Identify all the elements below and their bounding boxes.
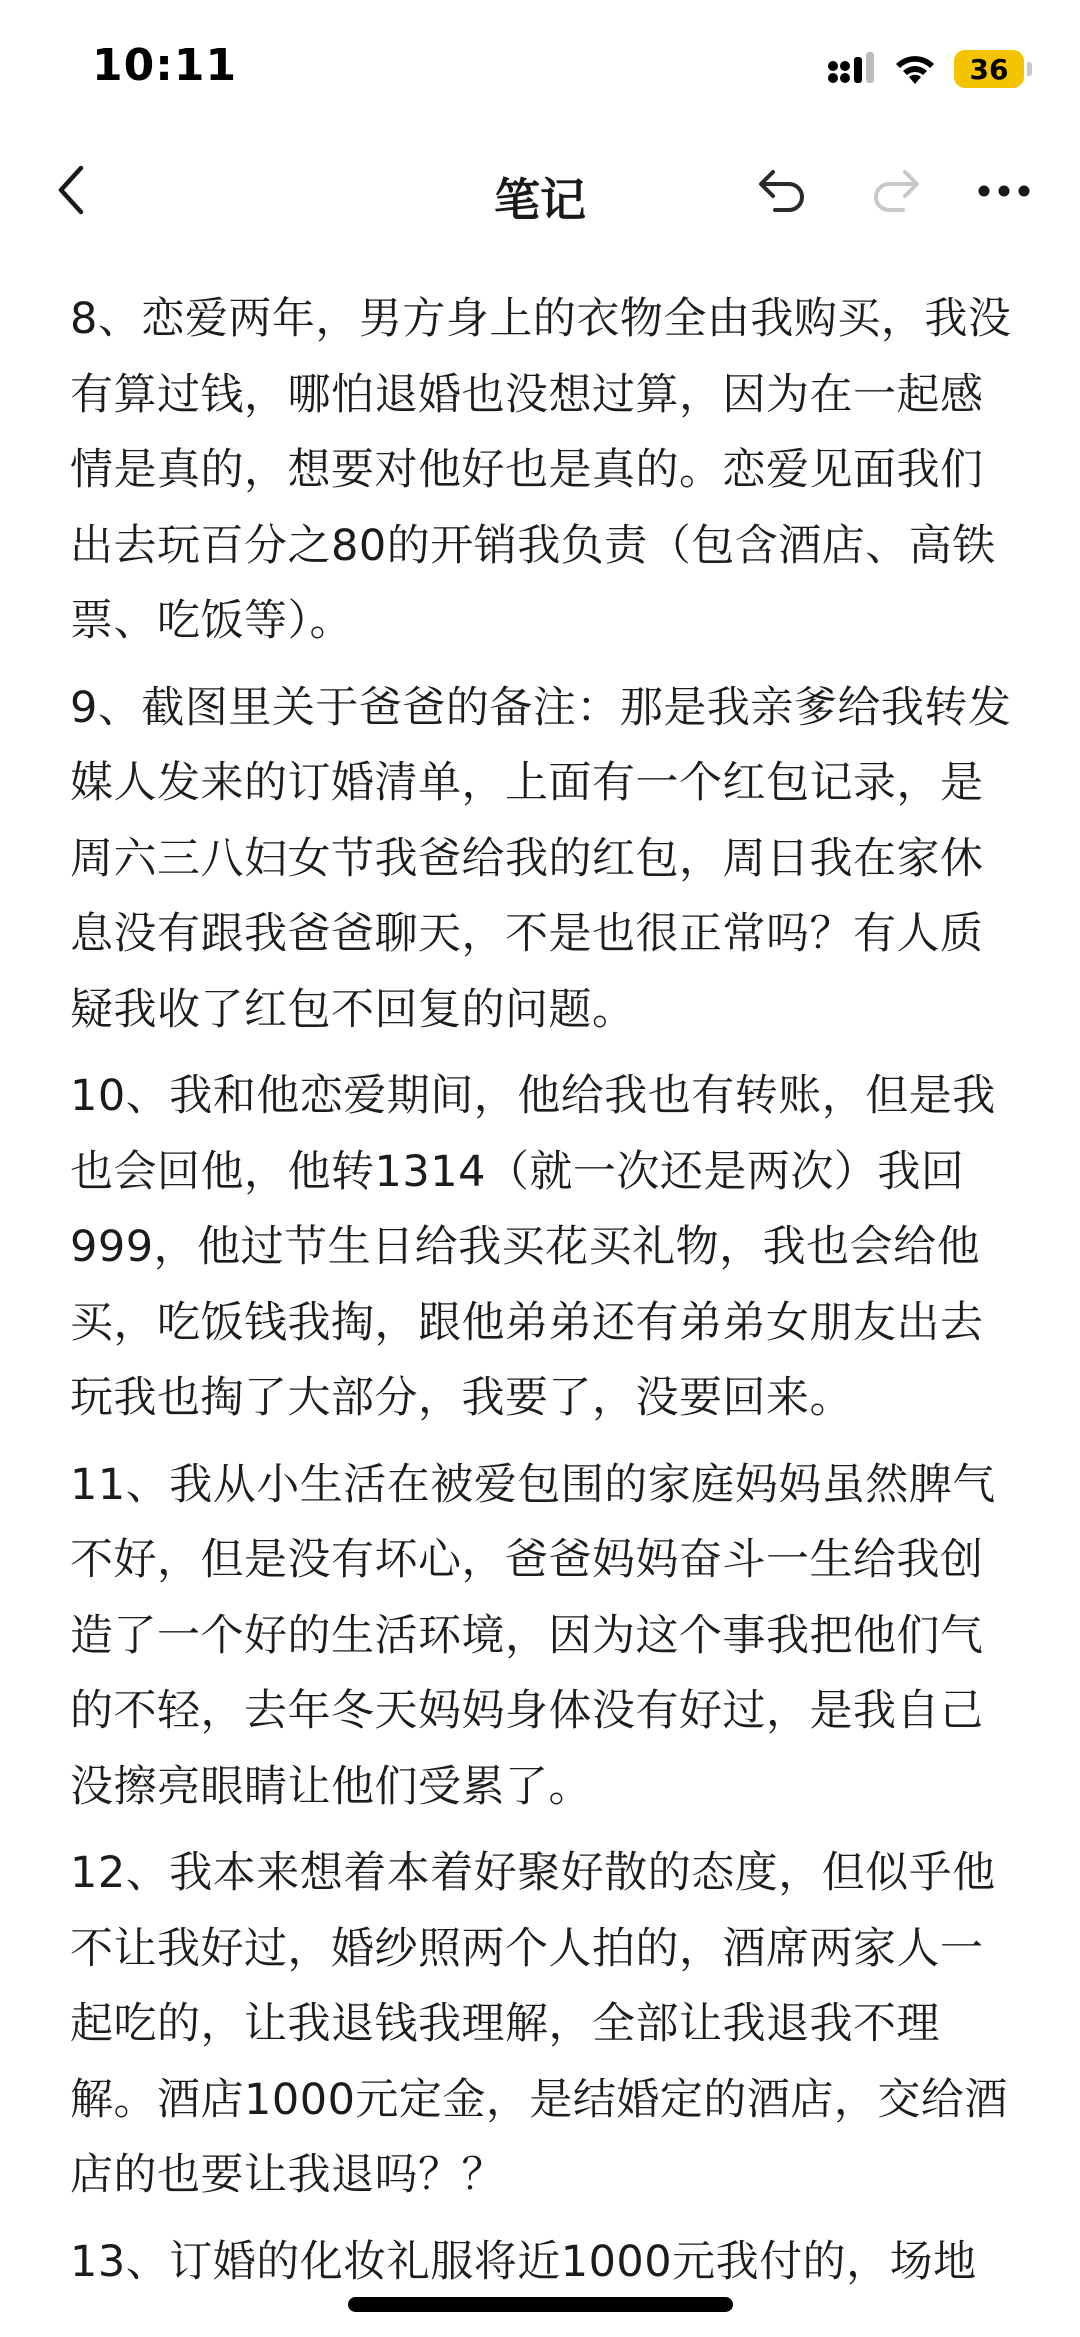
more-icon — [976, 181, 1032, 201]
status-time: 10:11 — [92, 40, 238, 91]
back-button[interactable] — [40, 158, 104, 222]
wifi-icon — [892, 52, 938, 86]
status-bar — [0, 0, 1080, 130]
signal-icon — [826, 52, 876, 86]
note-paragraph: 12、我本来想着本着好聚好散的态度，但似乎他不让我好过，婚纱照两个人拍的，酒席两家人一起吃的，让我退钱我理解，全部让我退我不理解。酒店1000元定金，是结婚定的酒店，交给酒店的也要让我退吗？？ — [70, 1848, 1008, 2200]
note-paragraph: 11、我从小生活在被爱包围的家庭妈妈虽然脾气不好，但是没有坏心，爸爸妈妈奋斗一生给我创造了一个好的生活环境，因为这个事我把他们气的不轻，去年冬天妈妈身体没有好过，是我自己没擦亮眼睛让他们受累了。 — [70, 1459, 996, 1812]
note-body[interactable] — [70, 282, 1020, 2311]
undo-icon — [755, 166, 811, 216]
chevron-left-icon — [52, 163, 92, 217]
battery-icon — [954, 50, 1024, 88]
note-paragraph: 9、截图里关于爸爸的备注：那是我亲爹给我转发媒人发来的订婚清单，上面有一个红包记录，是周六三八妇女节我爸给我的红包，周日我在家休息没有跟我爸爸聊天，不是也很正常吗？有人质疑我收了红包不回复的问题。 — [70, 682, 1012, 1035]
more-button[interactable] — [966, 158, 1042, 224]
home-indicator[interactable] — [348, 2297, 733, 2312]
note-header — [0, 150, 1080, 230]
battery-level: 36 — [969, 52, 1009, 86]
note-paragraph: 13、订婚的化妆礼服将近1000元我付的，场地 — [70, 2236, 977, 2287]
battery-cap — [1027, 62, 1032, 76]
undo-button[interactable] — [750, 158, 816, 224]
redo-button[interactable] — [862, 158, 928, 224]
status-icons — [826, 44, 1024, 94]
redo-icon — [867, 166, 923, 216]
note-paragraph: 8、恋爱两年，男方身上的衣物全由我购买，我没有算过钱，哪怕退婚也没想过算，因为在一起感情是真的，想要对他好也是真的。恋爱见面我们出去玩百分之80的开销我负责（包含酒店、高铁票、吃饭等）。 — [70, 294, 1012, 646]
note-paragraph: 10、我和他恋爱期间，他给我也有转账，但是我也会回他，他转1314（就一次还是两次）我回999，他过节生日给我买花买礼物，我也会给他买，吃饭钱我掏，跟他弟弟还有弟弟女朋友出去玩我也掏了大部分，我要了，没要回来。 — [70, 1071, 996, 1423]
page-title: 笔记 — [494, 173, 586, 227]
